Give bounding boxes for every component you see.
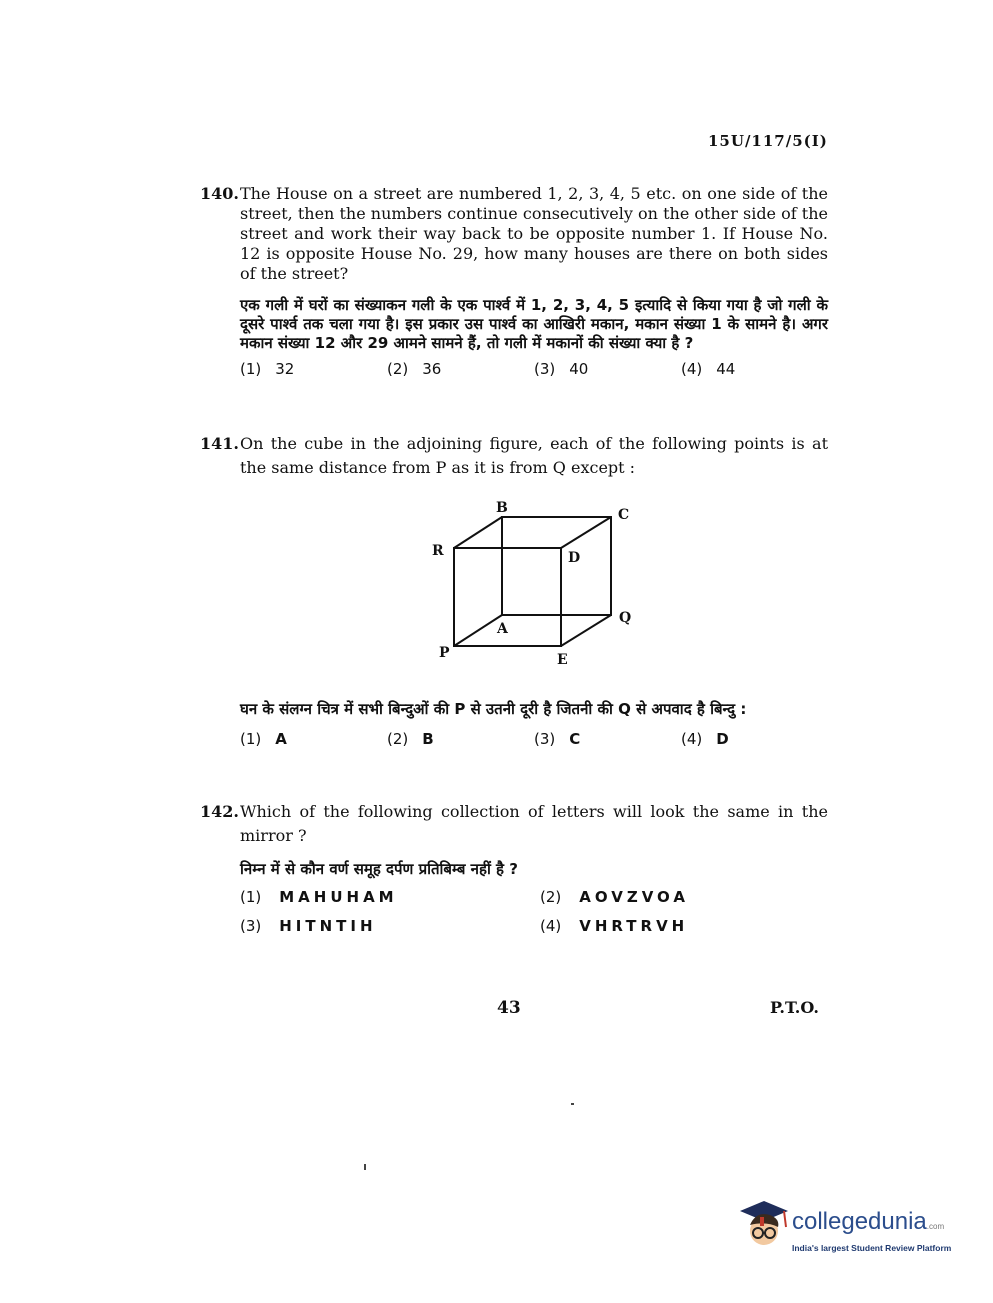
question-140 (200, 184, 828, 379)
option-2[interactable]: (2) 36 (387, 360, 442, 378)
option-2[interactable]: (2) AOVZVOA (540, 888, 689, 906)
options-row (200, 729, 828, 749)
question-text-hindi: एक गली में घरों का संख्याकन गली के एक पार्श्व में 1, 2, 3, 4, 5 इत्यादि से किया गया है जो गली के दूसरे पार्श्व तक चला गया है। इस प्रकार उस पार्श्व का आखिरी मकान, मकान संख्या 1 के सामने है। अगर मकान संख्या 12 और 29 आमने सामने हैं, तो गली में मकानों की संख्या क्या है ? (240, 296, 828, 352)
options-grid (200, 887, 828, 936)
brand-logo: collegedunia.com (792, 1208, 945, 1235)
scan-speck (571, 1103, 574, 1105)
question-141-hindi-block (200, 697, 828, 749)
question-text-hindi: निम्न में से कौन वर्ण समूह दर्पण प्रतिबिम्ब नहीं है ? (240, 860, 518, 878)
option-1[interactable]: (1) MAHUHAM (240, 888, 398, 906)
cube-figure (420, 495, 640, 670)
option-3[interactable]: (3) 40 (534, 360, 589, 378)
vertex-label-e: E (557, 652, 568, 668)
option-2[interactable]: (2) B (387, 730, 434, 748)
question-142 (200, 800, 828, 936)
option-1[interactable]: (1) A (240, 730, 287, 748)
brand-tagline: India's largest Student Review Platform (792, 1243, 952, 1253)
vertex-label-c: C (618, 507, 630, 523)
vertex-label-d: D (568, 550, 581, 566)
vertex-label-a: A (497, 621, 508, 637)
question-141 (200, 432, 828, 480)
question-text-english: Which of the following collection of letters will look the same in the mirror ? (240, 802, 828, 845)
question-text-english: The House on a street are numbered 1, 2, 3, 4, 5 etc. on one side of the street, then the numbers continue consecutively on the other side of the street and work their way back to be opposite number 1. If House No. 12 is opposite House No. 29, how many houses are there on both sides of the street? (240, 184, 828, 283)
option-4[interactable]: (4) 44 (681, 360, 736, 378)
cube-back-face (502, 517, 611, 615)
scan-speck (364, 1164, 366, 1170)
question-text-english: On the cube in the adjoining figure, each of the following points is at the same distance from P as it is from Q except : (240, 434, 828, 477)
option-3[interactable]: (3) HITNTIH (240, 917, 377, 935)
option-3[interactable]: (3) C (534, 730, 581, 748)
vertex-label-b: B (496, 500, 508, 516)
paper-code: 15U/117/5(I) (708, 132, 828, 150)
question-text-hindi: घन के संलग्न चित्र में सभी बिन्दुओं की P से उतनी दूरी है जितनी की Q से अपवाद है बिन्दु : (240, 700, 747, 718)
question-number: 140. (200, 184, 239, 203)
pto-label: P.T.O. (770, 998, 819, 1017)
vertex-label-q: Q (619, 610, 632, 626)
question-number: 141. (200, 434, 239, 453)
vertex-label-p: P (439, 645, 450, 661)
student-mascot-icon (736, 1197, 792, 1257)
options-row (200, 359, 828, 379)
option-1[interactable]: (1) 32 (240, 360, 295, 378)
page-number: 43 (497, 998, 521, 1018)
option-4[interactable]: (4) D (681, 730, 729, 748)
option-4[interactable]: (4) VHRTRVH (540, 917, 689, 935)
question-number: 142. (200, 802, 239, 821)
vertex-label-r: R (432, 543, 444, 559)
